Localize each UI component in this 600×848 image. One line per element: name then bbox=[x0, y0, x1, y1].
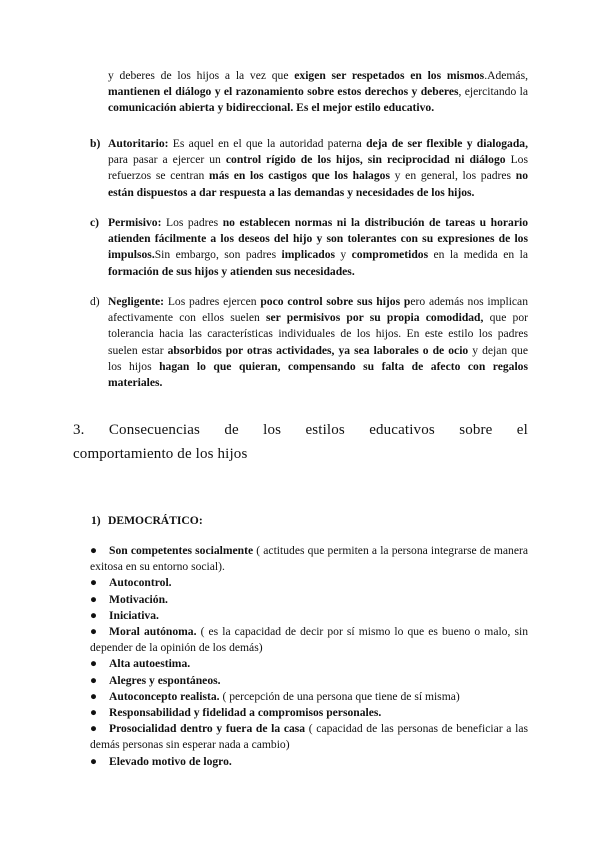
heading-word: el bbox=[516, 422, 528, 438]
bold-segment: no establecen normas ni la distribución de tareas u horario atienden fácilmente a los deseos del hijo y son tolerantes con su expresiones de los impulsos. bbox=[108, 216, 528, 262]
trait-description: ( actitudes que permiten a la persona integrarse de manera exitosa en su entorno social). bbox=[90, 544, 528, 574]
trait-name: Son competentes socialmente bbox=[109, 544, 254, 557]
style-name-permissive: Permisivo: bbox=[108, 216, 162, 229]
list-item bbox=[90, 575, 528, 591]
bullet-icon: ● bbox=[90, 608, 98, 622]
bullet-icon: ● bbox=[90, 592, 98, 606]
text-segment: Sin embargo, son padres bbox=[154, 248, 282, 262]
bullet-icon: ● bbox=[90, 689, 98, 703]
list-item bbox=[90, 689, 528, 705]
bold-segment: mantienen el diálogo y el razonamiento sobre estos derechos y deberes bbox=[108, 85, 459, 99]
paragraph-democratic-continuation bbox=[108, 68, 528, 117]
list-marker-b: b) bbox=[90, 137, 101, 150]
list-item bbox=[90, 705, 528, 721]
heading-word: educativos bbox=[369, 422, 435, 438]
text-segment: Los padres bbox=[161, 216, 223, 229]
bullet-icon: ● bbox=[90, 706, 98, 720]
text-segment: , ejercitando la bbox=[458, 85, 528, 99]
style-authoritarian-paragraph bbox=[108, 136, 528, 201]
heading-word: estilos bbox=[305, 422, 345, 438]
bold-segment: deja de ser flexible y dialogada, bbox=[366, 137, 528, 150]
list-item bbox=[90, 543, 528, 575]
list-item bbox=[90, 592, 528, 608]
bold-segment: comunicación abierta y bidireccional. Es el mejor estilo educativo. bbox=[108, 101, 435, 115]
bullet-icon: ● bbox=[90, 625, 98, 639]
list-item bbox=[90, 754, 528, 770]
subsection-number: 1) bbox=[91, 514, 101, 527]
style-name-authoritarian: Autoritario: bbox=[108, 137, 169, 150]
list-marker-d: d) bbox=[90, 295, 100, 308]
text-segment: en la medida en la bbox=[428, 248, 528, 262]
bold-segment: exigen ser respetados en los mismos bbox=[294, 69, 485, 82]
bold-segment: no están dispuestos a dar respuesta a las demandas y necesidades de los hijos. bbox=[108, 169, 529, 199]
bold-segment: control rígido de los hijos, sin reciprocidad ni diálogo bbox=[225, 153, 506, 167]
heading-word: los bbox=[263, 422, 282, 438]
text-segment: y bbox=[335, 248, 352, 262]
trait-name: Autocontrol. bbox=[109, 576, 172, 590]
trait-name: Motivación. bbox=[109, 592, 168, 606]
text-segment: y en general, los padres bbox=[389, 169, 516, 183]
bullet-icon: ● bbox=[90, 722, 98, 736]
bold-segment: hagan lo que quieran, compensando su falta de afecto con regalos materiales. bbox=[108, 359, 528, 390]
trait-description: ( es la capacidad de decir por sí mismo lo que es bueno o malo, sin depender de la opinión de los demás) bbox=[90, 625, 528, 655]
text-segment: para pasar a ejercer un bbox=[108, 153, 226, 167]
subsection-label: DEMOCRÁTICO: bbox=[108, 514, 203, 527]
heading-word: Consecuencias bbox=[108, 422, 200, 438]
bullet-icon: ● bbox=[90, 657, 98, 671]
trait-name: Iniciativa. bbox=[109, 608, 159, 622]
trait-name: Autoconcepto realista. bbox=[109, 689, 220, 703]
text-segment: y deberes de los hijos a la vez que bbox=[108, 69, 295, 82]
trait-name: Responsabilidad y fidelidad a compromisos personales. bbox=[109, 706, 382, 720]
bold-segment: absorbidos por otras actividades, ya sea laborales o de ocio bbox=[167, 343, 469, 357]
text-segment: Es aquel en el que la autoridad paterna bbox=[168, 137, 367, 150]
style-negligent-paragraph bbox=[108, 294, 528, 391]
subsection-heading bbox=[91, 514, 203, 527]
text-segment: .Además, bbox=[484, 69, 528, 82]
bullet-icon: ● bbox=[90, 673, 98, 687]
heading-word: sobre bbox=[459, 422, 493, 438]
bullet-icon: ● bbox=[90, 544, 98, 557]
trait-name: Elevado motivo de logro. bbox=[109, 754, 232, 768]
trait-name: Alegres y espontáneos. bbox=[109, 673, 221, 687]
section-heading-line-1 bbox=[73, 418, 528, 442]
bold-segment: formación de sus hijos y atienden sus necesidades. bbox=[108, 264, 355, 278]
trait-name: Moral autónoma. bbox=[109, 625, 197, 639]
style-permissive-paragraph bbox=[108, 215, 528, 280]
bold-segment: ser permisivos por su propia comodidad, bbox=[266, 311, 484, 325]
heading-word: de bbox=[224, 422, 239, 438]
trait-name: Alta autoestima. bbox=[109, 657, 191, 671]
bold-segment: implicados bbox=[281, 248, 335, 262]
section-number: 3. bbox=[73, 422, 85, 438]
list-item bbox=[90, 608, 528, 624]
text-segment: Los padres ejercen bbox=[164, 295, 261, 308]
bold-segment: poco control sobre sus hijos p bbox=[260, 295, 411, 308]
trait-name: Prosocialidad dentro y fuera de la casa bbox=[109, 722, 306, 736]
list-item bbox=[90, 656, 528, 672]
section-heading bbox=[73, 418, 528, 466]
traits-list bbox=[90, 543, 528, 770]
style-name-negligent: Negligente: bbox=[108, 295, 165, 308]
section-heading-line-2: comportamiento de los hijos bbox=[73, 446, 248, 462]
list-item bbox=[90, 624, 528, 656]
list-marker-c: c) bbox=[90, 216, 100, 229]
text-segment: y dejan que los hijos bbox=[108, 343, 528, 373]
bullet-icon: ● bbox=[90, 576, 98, 590]
list-item bbox=[90, 673, 528, 689]
list-item bbox=[90, 721, 528, 753]
bullet-icon: ● bbox=[90, 754, 98, 768]
bold-segment: comprometidos bbox=[351, 248, 429, 262]
bold-segment: más en los castigos que los halagos bbox=[209, 169, 390, 183]
trait-description: ( capacidad de las personas de beneficiar a las demás personas sin esperar nada a cambio) bbox=[90, 722, 528, 752]
text-segment: ero además nos implican afectivamente con ellos suelen bbox=[108, 295, 529, 325]
trait-description: ( percepción de una persona que tiene de sí misma) bbox=[219, 689, 460, 703]
text-segment: que por tolerancia hacia las características individuales de los hijos. En este estilo los padres suelen estar bbox=[108, 311, 528, 357]
text-segment: Los refuerzos se centran bbox=[108, 153, 528, 183]
